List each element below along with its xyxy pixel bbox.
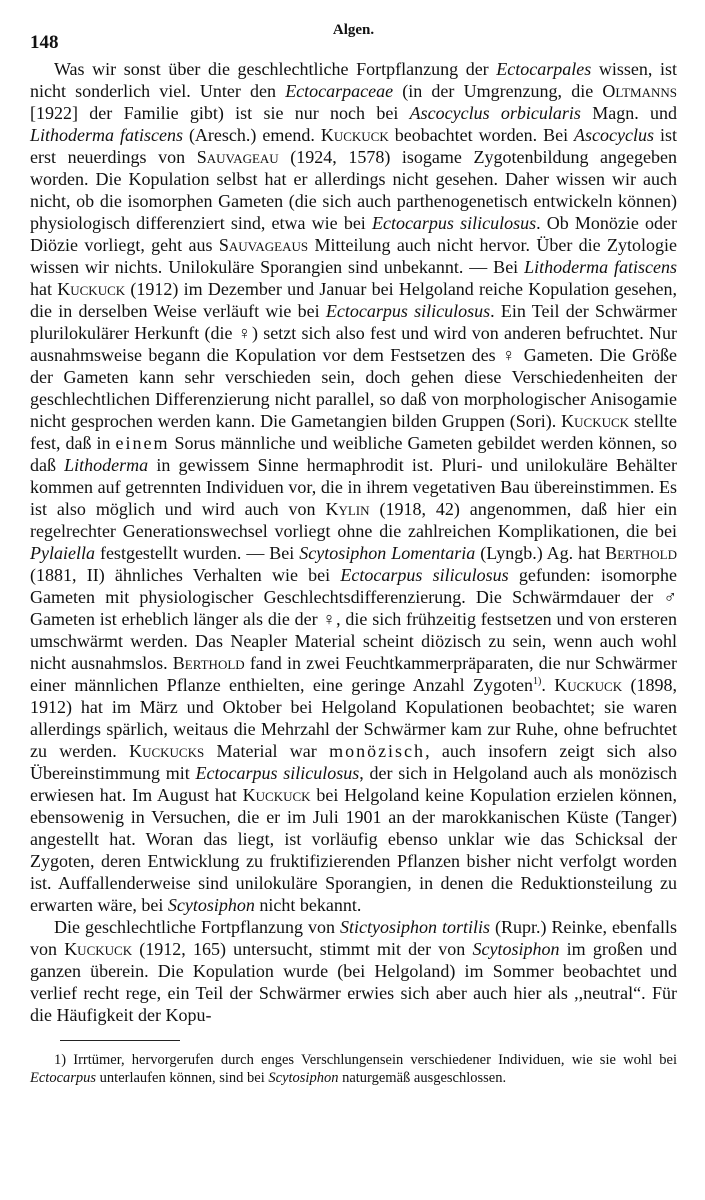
text-run: , auch insofern zeigt sich also Übereinstimmung mit — [30, 741, 678, 783]
italic-term: Ectocarpus — [30, 1070, 97, 1086]
italic-term: Lithoderma — [64, 455, 149, 475]
text-run: bei Helgoland keine Kopulation erzielen können, ebensowenig in Versuchen, die er im Juli 1901 an der marokkanischen Küste (Tanger) angestellt hat. Woran das liegt, ist vorläufig ebenso unklar wie das Schicksal der Zygoten, deren Entwicklung zu fruktifizierenden Pflanzen bisher nicht verfolgt worden ist. Auffallenderweise sind unilokuläre Sporangien, in denen die Reduktionsteilung zu erwarten wäre, bei — [30, 785, 677, 915]
text-run: (1924, 1578) isogame Zygotenbildung angegeben worden. Die Kopulation selbst hat er allerdings nicht gesehen. Daher wissen wir auch nicht, ob die isomorphen Gameten (die sich auch parthenogenetisch entwickeln können) physiologisch differenziert sind, etwa wie bei — [30, 147, 678, 233]
page-header — [30, 0, 677, 58]
italic-term: Ectocarpales — [496, 59, 592, 79]
text-run: Material war — [204, 741, 330, 761]
text-run: ist erst neuerdings von — [30, 125, 677, 167]
paragraph — [30, 58, 677, 916]
text-run: 1) Irrtümer, hervorgerufen durch enges Verschlungensein verschiedener Individuen, wie sie wohl bei — [54, 1052, 677, 1068]
text-run: Die geschlechtliche Fortpflanzung von — [54, 917, 340, 937]
italic-term: Ectocarpus siliculosus — [371, 213, 537, 233]
text-run: hat — [30, 279, 58, 299]
text-run: naturgemäß ausgeschlossen. — [338, 1070, 507, 1086]
text-run: . Ein Teil der Schwärmer plurilokulärer Herkunft (die ♀) setzt sich also fest und wird von anderen befruchtet. Nur ausnahmsweise begann die Kopulation vor dem Festsetzen des ♀ Gameten. Die Größe der Gameten kann sehr verschieden sein, doch gehen diese Verschiedenheiten der geschlechtlichen Differenzierung nicht parallel, so daß von morphologischer Anisogamie nicht gesprochen werden kann. Die Gametangien bilden Gruppen (Sori). — [30, 301, 677, 431]
author-name: Oltmanns — [602, 81, 677, 101]
text-run: (1898, 1912) hat im März und Oktober bei Helgoland Kopulationen beobachtet; sie waren allerdings spärlich, weitaus die Mehrzahl der Schwärmer kam zur Ruhe, ohne befruchtet zu werden. — [30, 675, 677, 761]
text-run: stellte fest, daß in — [30, 411, 677, 453]
text-run: . Ob Monözie oder Diözie vorliegt, geht aus — [30, 213, 677, 255]
author-name: Kuckuck — [320, 125, 389, 145]
page-number: 148 — [30, 32, 59, 53]
italic-term: Ascocyclus — [574, 125, 655, 145]
emphasis-spaced: einem — [115, 433, 170, 453]
text-run: unterlaufen können, sind bei — [96, 1070, 269, 1086]
text-run: nicht bekannt. — [254, 895, 362, 915]
running-head: Algen. — [332, 22, 375, 38]
author-name: Berthold — [605, 543, 677, 563]
text-run: [1922] der Familie gibt) ist sie nur noch bei — [30, 103, 410, 123]
text-run: (Lyngb.) Ag. hat — [475, 543, 606, 563]
footnote — [30, 1051, 677, 1087]
text-run: fand in zwei Feuchtkammerpräparaten, die nur Schwärmer einer männlichen Pflanze enthielten, eine geringe Anzahl Zygoten — [30, 653, 677, 695]
text-run: im großen und ganzen überein. Die Kopulation wurde (bei Helgoland) im Sommer beobachtet und verlief recht rege, ein Teil der Schwärmer erwies sich aber auch hier als ,,neutral“. Für die Häufigkeit der Kopu- — [30, 939, 678, 1025]
author-name: Berthold — [172, 653, 245, 673]
footnote-marker: 1) — [532, 676, 542, 687]
italic-term: Lithoderma fatiscens — [524, 257, 677, 277]
author-name: Kuckuck — [561, 411, 630, 431]
emphasis-spaced: monözisch — [329, 741, 426, 761]
author-name: Kylin — [325, 499, 370, 519]
text-run: , der sich in Helgoland auch als monözisch erwiesen hat. Im August hat — [30, 763, 678, 805]
text-run: (Rupr.) Reinke, ebenfalls von — [30, 917, 677, 959]
italic-term: Lithoderma fatiscens — [30, 125, 183, 145]
italic-term: Ectocarpus siliculosus — [340, 565, 509, 585]
body-text — [30, 58, 677, 1026]
paragraph — [30, 916, 677, 1026]
italic-term: Ectocarpus siliculosus — [195, 763, 360, 783]
italic-term: Ectocarpaceae — [285, 81, 394, 101]
italic-term: Scytosiphon — [268, 1070, 339, 1086]
italic-term: Stictyosiphon tortilis — [339, 917, 490, 937]
text-run: (1881, II) ähnliches Verhalten wie bei — [30, 565, 341, 585]
author-name: Kuckuck — [57, 279, 126, 299]
text-run: festgestellt wurden. — Bei — [94, 543, 300, 563]
italic-term: Pylaiella — [30, 543, 95, 563]
text-run: (Aresch.) emend. — [182, 125, 321, 145]
footnote-divider — [60, 1040, 180, 1041]
italic-term: Ascocyclus orbicularis — [409, 103, 581, 123]
author-name: Sauvageau — [196, 147, 279, 167]
text-run: (1912) im Dezember und Januar bei Helgoland reiche Kopulation gesehen, die in derselben Weise verläuft wie bei — [30, 279, 677, 321]
italic-term: Scytosiphon Lomentaria — [299, 543, 476, 563]
text-run: Magn. und — [580, 103, 677, 123]
text-run: (in der Umgrenzung, die — [393, 81, 603, 101]
author-name: Kuckucks — [129, 741, 205, 761]
text-run: . — [541, 675, 555, 695]
text-run: gefunden: isomorphe Gameten mit physiologischer Geschlechtsdifferenzierung. Die Schwärmdauer der ♂ Gameten ist erheblich länger als die der ♀, die sich frühzeitig festsetzen und von ersteren umschwärmt werden. Das Neapler Material scheint diözisch zu sein, wenn auch wohl nicht ausnahmslos. — [30, 565, 678, 673]
text-run: Was wir sonst über die geschlechtliche Fortpflanzung der — [54, 59, 497, 79]
italic-term: Ectocarpus siliculosus — [325, 301, 491, 321]
text-run: Mitteilung auch nicht hervor. Über die Zytologie wissen wir nichts. Unilokuläre Sporangien sind unbekannt. — Bei — [30, 235, 677, 277]
text-run: (1918, 42) angenommen, daß hier ein regelrechter Generationswechsel vorliegt ohne die zahlreichen Komplikationen, die bei — [30, 499, 678, 541]
author-name: Sauvageaus — [218, 235, 309, 255]
italic-term: Scytosiphon — [167, 895, 255, 915]
text-run: in gewissem Sinne hermaphrodit ist. Pluri- und unilokuläre Behälter kommen auf getrennten Individuen vor, die in ihrem vegetativen Bau übereinstimmen. Es ist also möglich und wird auch von — [30, 455, 677, 519]
text-run: Sorus männliche und weibliche Gameten gebildet werden können, so daß — [30, 433, 677, 475]
author-name: Kuckuck — [64, 939, 133, 959]
author-name: Kuckuck — [554, 675, 623, 695]
italic-term: Scytosiphon — [472, 939, 560, 959]
text-run: wissen, ist nicht sonderlich viel. Unter den — [30, 59, 677, 101]
text-run: beobachtet worden. Bei — [388, 125, 575, 145]
author-name: Kuckuck — [242, 785, 311, 805]
text-run: (1912, 165) untersucht, stimmt mit der von — [132, 939, 473, 959]
